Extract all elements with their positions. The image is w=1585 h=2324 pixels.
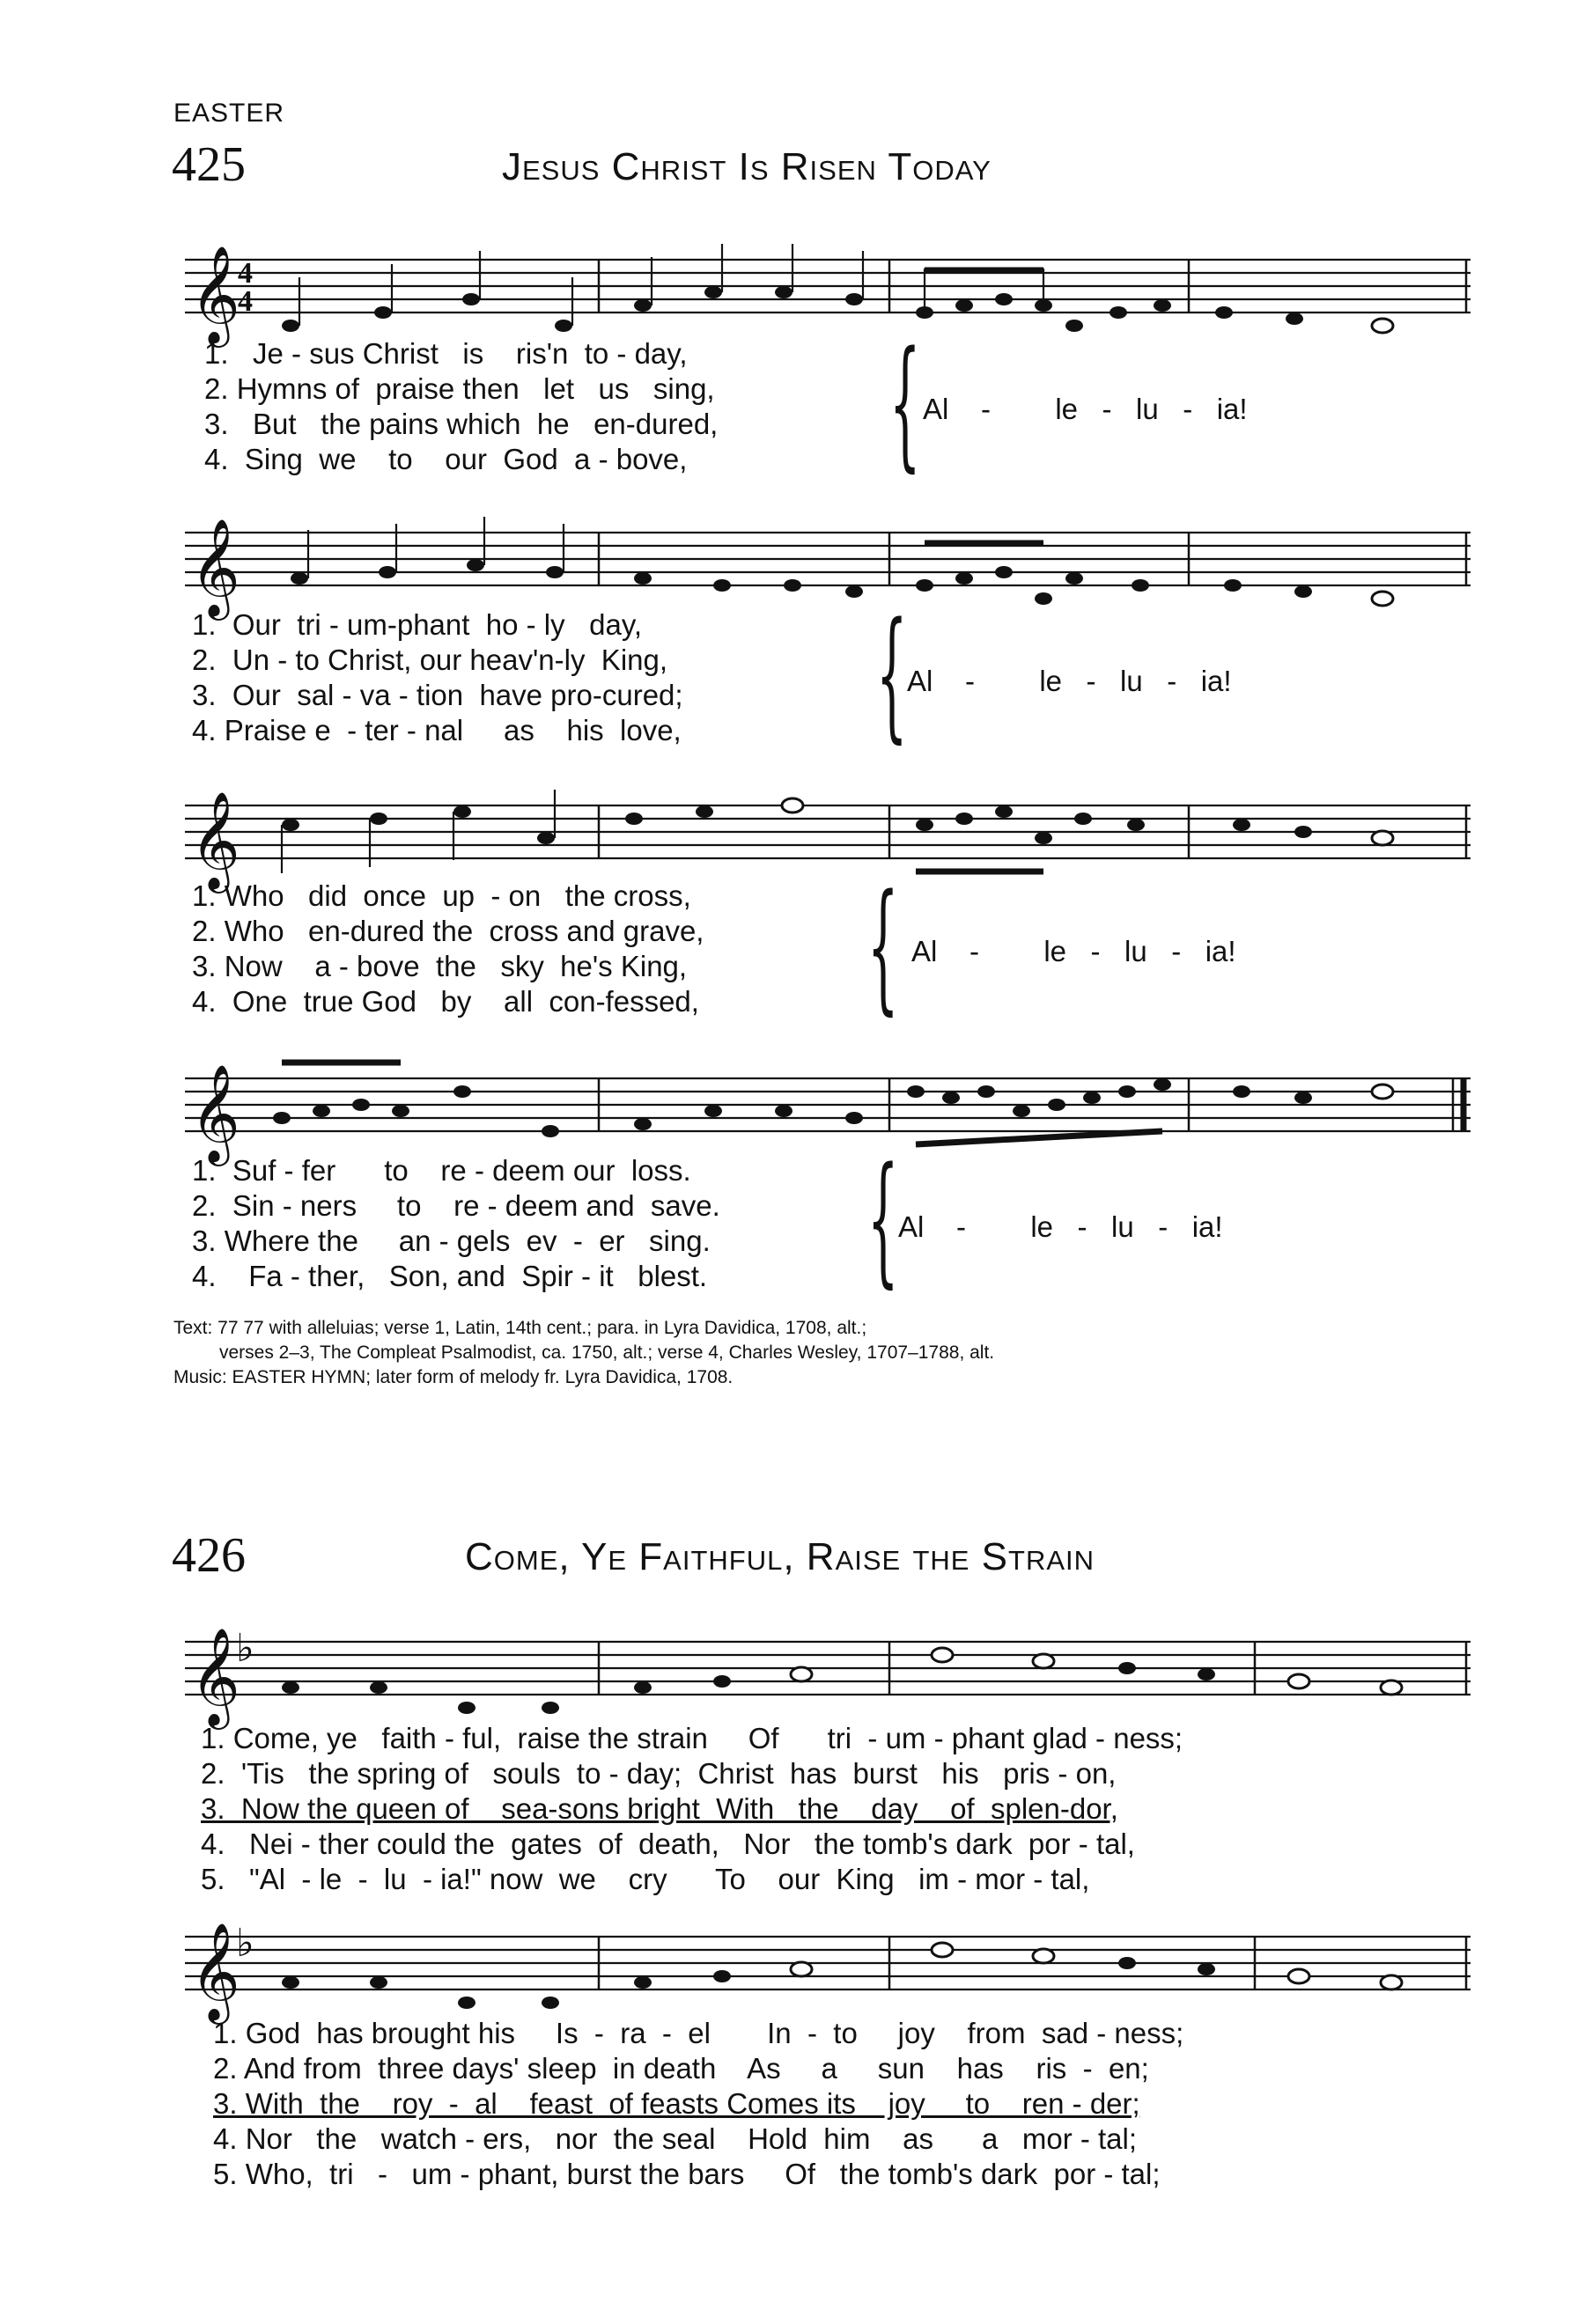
time-signature-top: 4	[238, 257, 253, 290]
verse-line: 3. Now the queen of sea-sons bright With the day of splen-dor,	[201, 1792, 1118, 1825]
hymn-426-title: Come, Ye Faithful, Raise the Strain	[465, 1535, 1095, 1578]
verse-line: 5. "Al - le - lu - ia!" now we cry To our King im - mor - tal,	[201, 1863, 1090, 1895]
verse-line: 2. And from three days' sleep in death As a sun has ris - en;	[213, 2052, 1149, 2085]
verse-line: 4. Fa - ther, Son, and Spir - it blest.	[192, 1260, 708, 1292]
verse-line: 2. Un - to Christ, our heav'n-ly King,	[192, 644, 668, 676]
verse-line: 2. 'Tis the spring of souls to - day; Christ has burst his pris - on,	[201, 1757, 1117, 1790]
hymn-426-number: 426	[172, 1528, 246, 1583]
brace: {	[867, 864, 899, 1028]
flat-icon: ♭	[236, 1626, 254, 1671]
verse-line: 1. God has brought his Is - ra - el In - to joy from sad - ness;	[213, 2017, 1184, 2049]
alleluia: Al - le - lu - ia!	[911, 935, 1236, 967]
verse-line: 4. Nei - ther could the gates of death, Nor the tomb's dark por - tal,	[201, 1828, 1135, 1860]
verse-line: 4. One true God by all con-fessed,	[192, 985, 699, 1018]
hymn-425-verses-2	[192, 607, 683, 748]
alleluia: Al - le - lu - ia!	[923, 393, 1248, 425]
verse-line: 4. Praise e - ter - nal as his love,	[192, 714, 682, 746]
verse-line: 1. Our tri - um-phant ho - ly day,	[192, 608, 643, 641]
treble-clef-icon: 𝄞	[190, 245, 240, 343]
verse-line: 1. Je - sus Christ is ris'n to - day,	[204, 337, 688, 370]
treble-clef-icon: 𝄞	[190, 1922, 240, 2020]
brace: {	[867, 1136, 899, 1301]
alleluia: Al - le - lu - ia!	[898, 1210, 1223, 1243]
hymn-426-staff-2	[185, 1901, 1471, 2034]
verse-line: 3. With the roy - al feast of feasts Comes its joy to ren - der;	[213, 2087, 1140, 2120]
hymn-425-title: Jesus Christ Is Risen Today	[502, 145, 992, 188]
notes	[282, 244, 1393, 333]
treble-clef-icon: 𝄞	[190, 1627, 240, 1725]
hymn-425-verses-3	[192, 879, 704, 1019]
verse-line: 1. Suf - fer to re - deem our loss.	[192, 1154, 691, 1187]
verse-line: 1. Who did once up - on the cross,	[192, 879, 691, 912]
verse-line: 4. Nor the watch - ers, nor the seal Hold him as a mor - tal;	[213, 2122, 1138, 2155]
hymn-425-credits	[173, 1316, 994, 1390]
verse-line: 4. Sing we to our God a - bove,	[204, 443, 688, 475]
verse-line: 2. Hymns of praise then let us sing,	[204, 372, 715, 405]
verse-line: 1. Come, ye faith - ful, raise the strain Of tri - um - phant glad - ness;	[201, 1722, 1183, 1754]
verse-line: 3. Where the an - gels ev - er sing.	[192, 1225, 711, 1257]
hymn-425-number: 425	[172, 137, 246, 192]
verse-line: 5. Who, tri - um - phant, burst the bars Of the tomb's dark por - tal;	[213, 2158, 1161, 2190]
hymn-426-verses-2	[213, 2016, 1183, 2192]
notes	[291, 517, 1393, 606]
section-label: EASTER	[173, 99, 285, 128]
verse-line: 2. Who en-dured the cross and grave,	[192, 915, 704, 947]
flat-icon: ♭	[236, 1921, 254, 1966]
alleluia: Al - le - lu - ia!	[907, 665, 1232, 697]
credit-line: Text: 77 77 with alleluias; verse 1, Latin, 14th cent.; para. in Lyra Davidica, 1708, alt.;	[173, 1318, 867, 1338]
time-signature-bottom: 4	[238, 285, 253, 318]
brace: {	[876, 592, 908, 756]
treble-clef-icon: 𝄞	[190, 791, 240, 889]
verse-line: 3. But the pains which he en-dured,	[204, 408, 719, 440]
hymn-425-verses-4	[192, 1153, 720, 1294]
verse-line: 3. Now a - bove the sky he's King,	[192, 950, 688, 982]
credit-line: verses 2–3, The Compleat Psalmodist, ca. 1750, alt.; verse 4, Charles Wesley, 1707–1788, alt.	[219, 1342, 995, 1363]
treble-clef-icon: 𝄞	[190, 518, 240, 616]
brace: {	[889, 320, 921, 485]
hymn-426-staff-1	[185, 1607, 1471, 1739]
treble-clef-icon: 𝄞	[190, 1063, 240, 1162]
verse-line: 2. Sin - ners to re - deem and save.	[192, 1189, 720, 1222]
verse-line: 3. Our sal - va - tion have pro-cured;	[192, 679, 683, 711]
staff-lines	[185, 260, 1471, 313]
hymn-425-verses-1	[204, 336, 718, 477]
credit-line: Music: EASTER HYMN; later form of melody fr. Lyra Davidica, 1708.	[173, 1367, 734, 1387]
hymn-426-verses-1	[201, 1721, 1183, 1897]
